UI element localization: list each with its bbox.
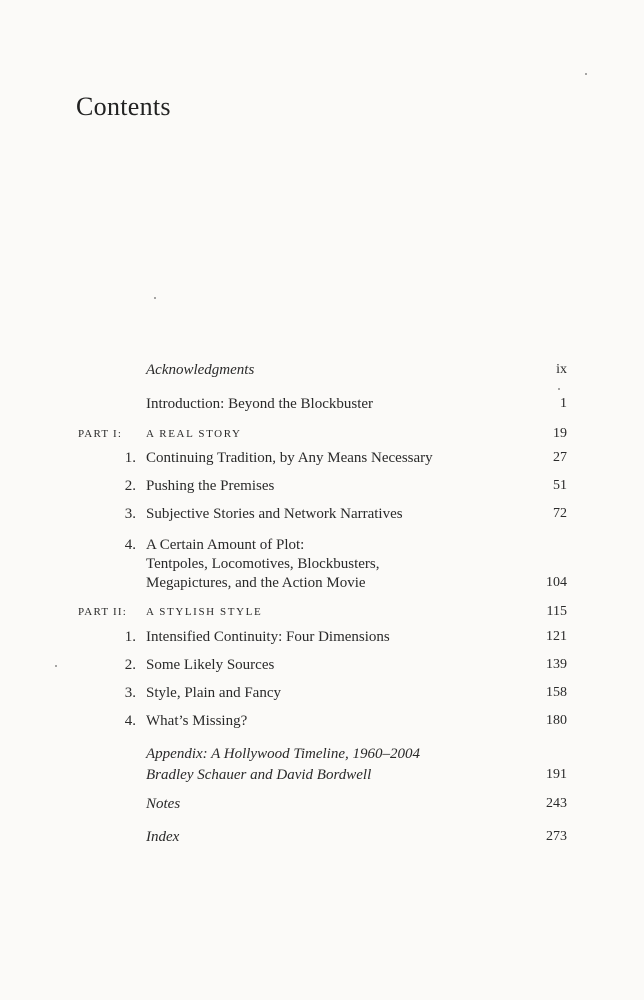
toc-page-number: ix (556, 362, 567, 377)
chapter-title-line: Tentpoles, Locomotives, Blockbusters, (146, 556, 380, 572)
toc-page-number: 180 (546, 713, 567, 728)
toc-page-number: 115 (546, 604, 567, 619)
scan-speck (585, 73, 587, 75)
chapter-number: 4. (124, 713, 136, 729)
toc-page-number: 158 (546, 685, 567, 700)
chapter-number: 3. (124, 506, 136, 522)
toc-page-number: 191 (546, 767, 567, 782)
toc-entry-label: Acknowledgments (146, 362, 255, 378)
chapter-number: 4. (124, 537, 136, 553)
chapter-number: 2. (124, 478, 136, 494)
toc-page-number: 121 (546, 629, 567, 644)
chapter-title: Pushing the Premises (146, 478, 275, 494)
chapter-title: What’s Missing? (146, 713, 248, 729)
page-title: Contents (76, 92, 171, 121)
toc-page-number: 72 (553, 506, 567, 521)
toc-page-number: 139 (546, 657, 567, 672)
part-label: PART II: (78, 606, 127, 618)
chapter-number: 1. (124, 450, 136, 466)
toc-page-number: 104 (546, 575, 567, 590)
part-title: A REAL STORY (146, 428, 242, 440)
chapter-title: Intensified Continuity: Four Dimensions (146, 629, 390, 645)
scan-speck (55, 665, 57, 667)
scan-speck (558, 388, 560, 390)
toc-page-number: 1 (560, 396, 567, 411)
chapter-number: 3. (124, 685, 136, 701)
appendix-title: Appendix: A Hollywood Timeline, 1960–2004 (146, 746, 421, 762)
toc-page-number: 243 (546, 796, 567, 811)
chapter-number: 2. (124, 657, 136, 673)
toc-page-number: 27 (553, 450, 567, 465)
chapter-title-line: A Certain Amount of Plot: (146, 537, 305, 553)
toc-page-number: 19 (553, 426, 567, 441)
toc-entry-label: Notes (146, 796, 181, 812)
chapter-title: Style, Plain and Fancy (146, 685, 281, 701)
scan-speck (154, 297, 156, 299)
toc-entry-label: Index (146, 829, 180, 845)
chapter-title-line: Megapictures, and the Action Movie (146, 575, 366, 591)
part-label: PART I: (78, 428, 123, 440)
appendix-authors: Bradley Schauer and David Bordwell (146, 767, 372, 783)
chapter-number: 1. (124, 629, 136, 645)
chapter-title: Some Likely Sources (146, 657, 275, 673)
chapter-title: Continuing Tradition, by Any Means Necessary (146, 450, 433, 466)
toc-page-number: 273 (546, 829, 567, 844)
chapter-title: Subjective Stories and Network Narratives (146, 506, 403, 522)
part-title: A STYLISH STYLE (146, 606, 263, 618)
toc-page-number: 51 (553, 478, 567, 493)
toc-entry-label: Introduction: Beyond the Blockbuster (146, 396, 374, 412)
